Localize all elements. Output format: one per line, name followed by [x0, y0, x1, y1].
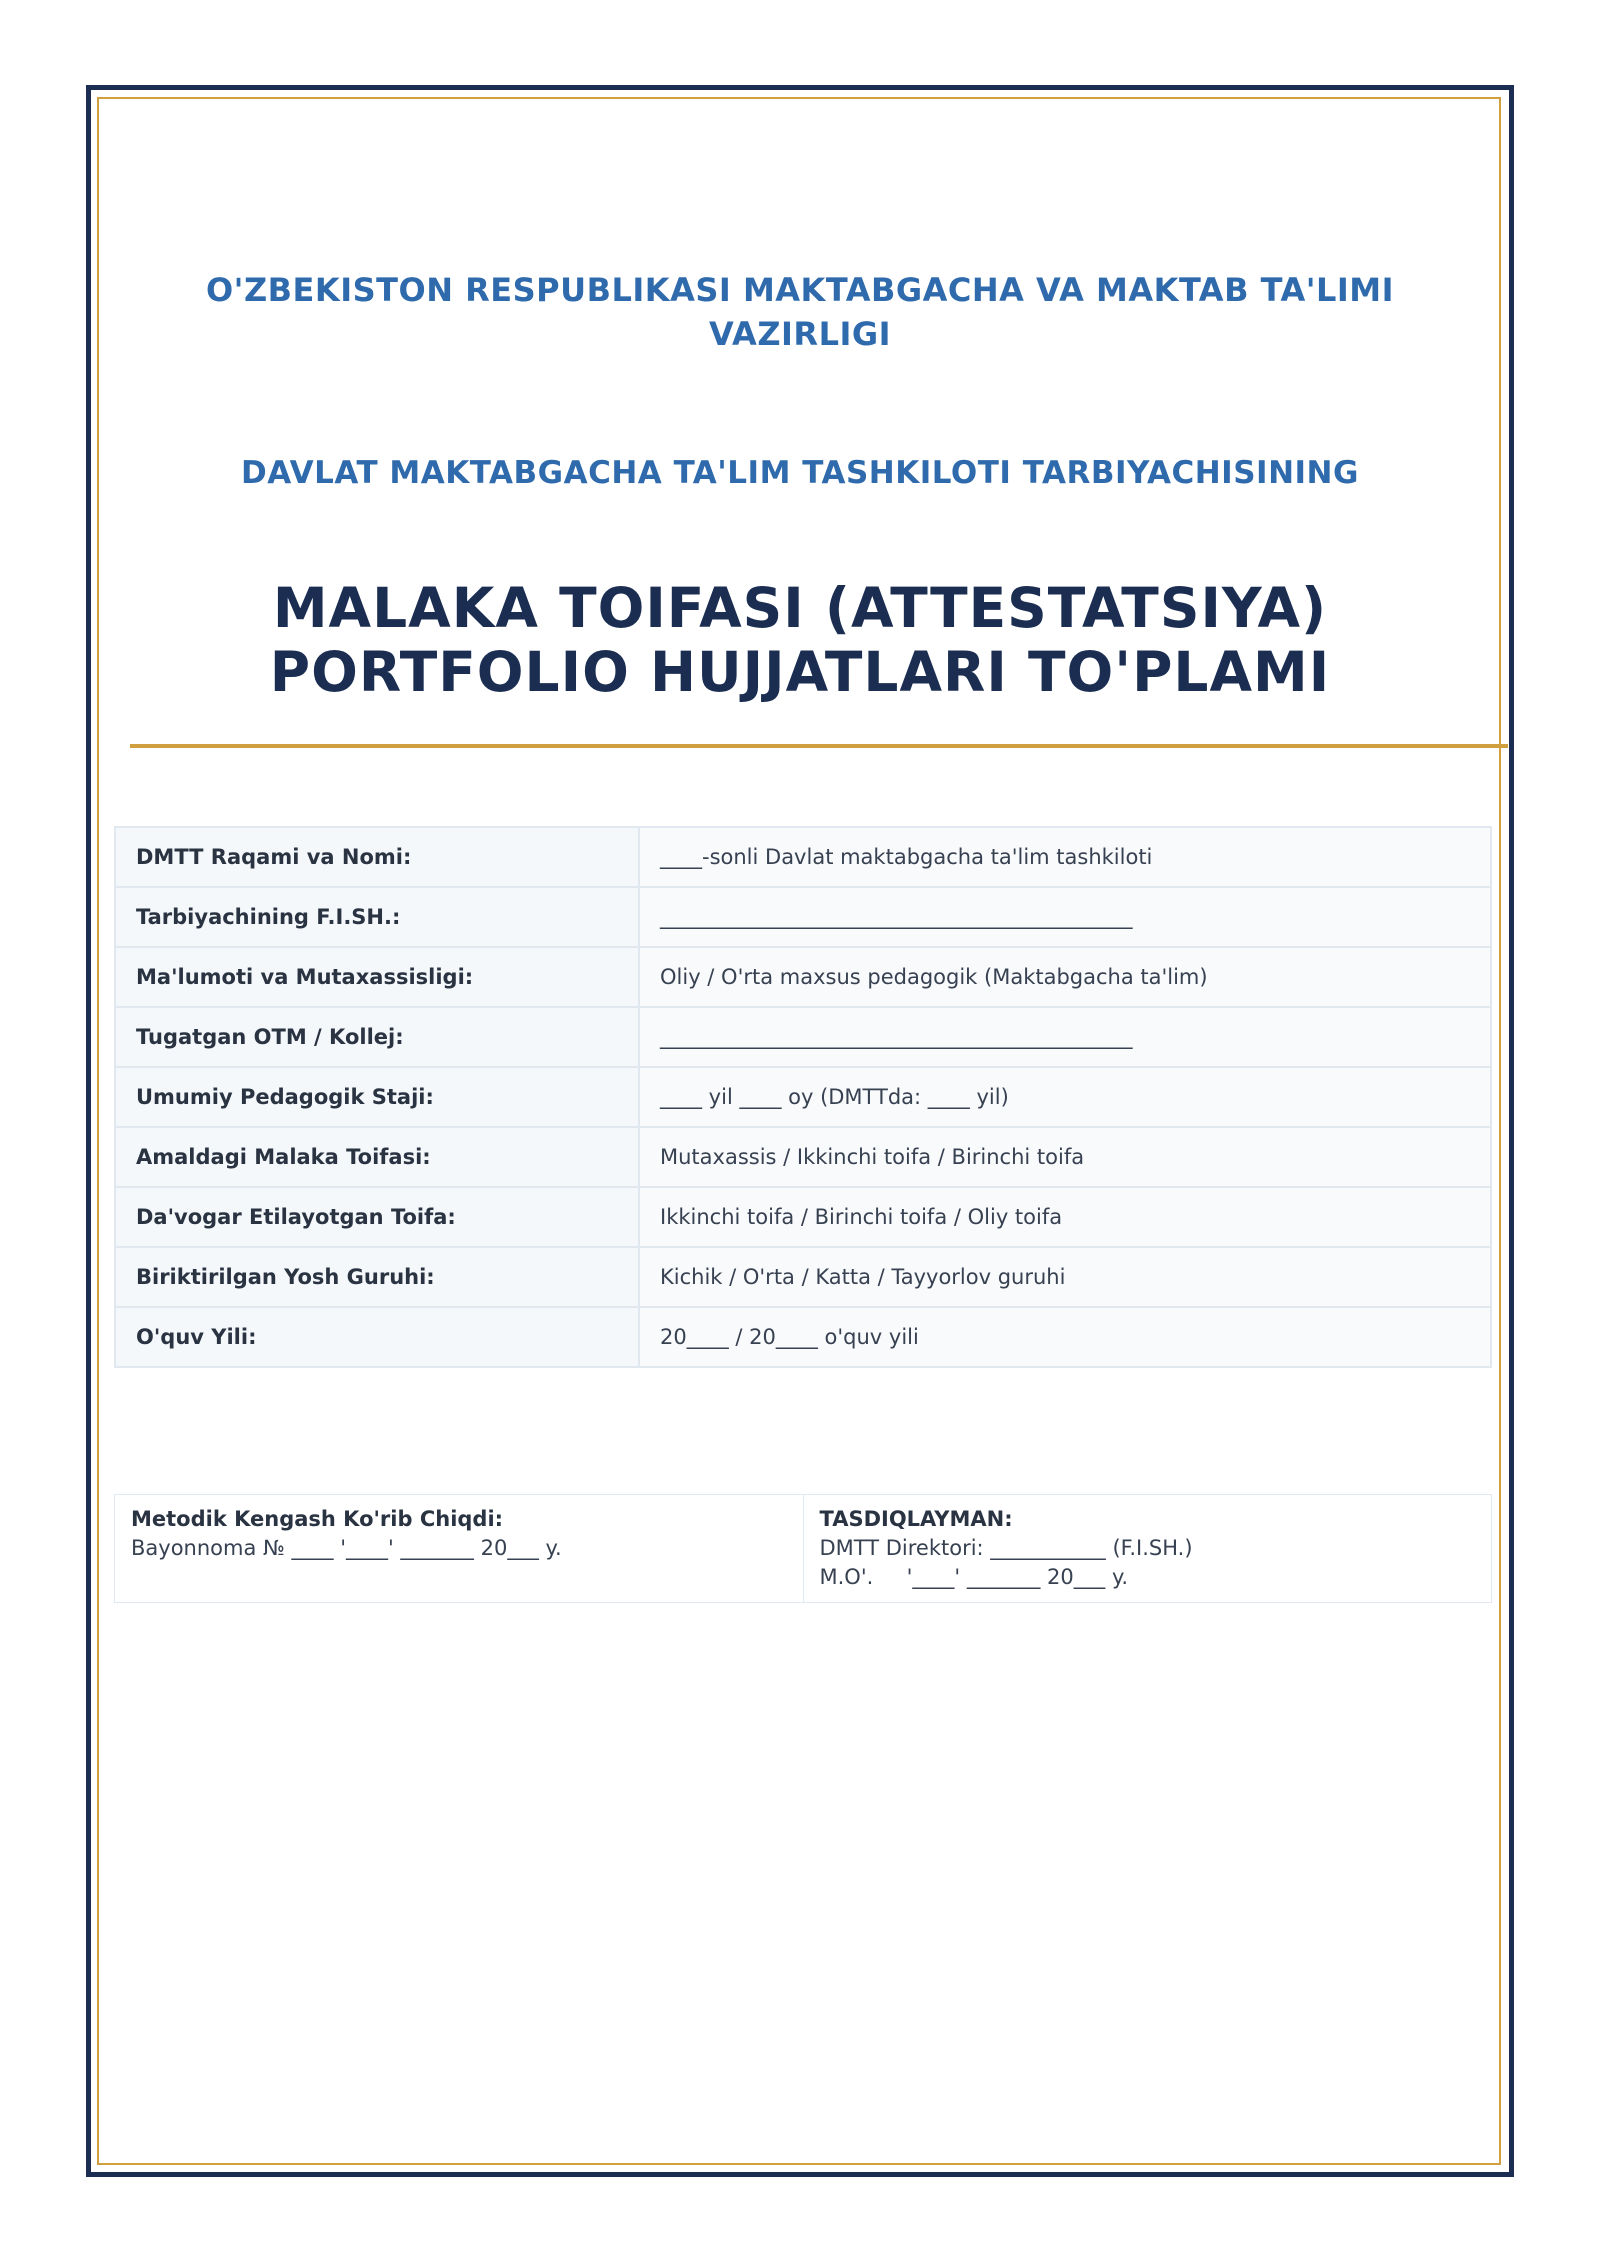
signature-row [115, 1495, 1492, 1603]
row-value: _____________________________________________ [639, 1007, 1491, 1067]
title-divider [130, 744, 1508, 748]
protocol-line: Bayonnoma № ____ '____' _______ 20___ y. [131, 1536, 562, 1560]
row-label: Biriktirilgan Yosh Guruhi: [115, 1247, 639, 1307]
row-label: Umumiy Pedagogik Staji: [115, 1067, 639, 1127]
row-label: Tugatgan OTM / Kollej: [115, 1007, 639, 1067]
row-value: Kichik / O'rta / Katta / Tayyorlov guruhi [639, 1247, 1491, 1307]
title-line-1: MALAKA TOIFASI (ATTESTATSIYA) [272, 576, 1328, 640]
approval-heading: TASDIQLAYMAN: [819, 1507, 1013, 1531]
stamp-date-line: M.O'. '____' _______ 20___ y. [819, 1565, 1129, 1589]
approval-block [803, 1495, 1492, 1603]
row-label: Tarbiyachining F.I.SH.: [115, 887, 639, 947]
row-label: O'quv Yili: [115, 1307, 639, 1367]
row-value: 20____ / 20____ o'quv yili [639, 1307, 1491, 1367]
table-row [115, 1247, 1491, 1307]
table-row [115, 887, 1491, 947]
row-label: Amaldagi Malaka Toifasi: [115, 1127, 639, 1187]
table-row [115, 1067, 1491, 1127]
director-line: DMTT Direktori: ___________ (F.I.SH.) [819, 1536, 1193, 1560]
document-title [150, 576, 1450, 704]
table-row [115, 1007, 1491, 1067]
table-row [115, 1307, 1491, 1367]
table-row [115, 947, 1491, 1007]
row-value: Ikkinchi toifa / Birinchi toifa / Oliy toifa [639, 1187, 1491, 1247]
row-label: Da'vogar Etilayotgan Toifa: [115, 1187, 639, 1247]
ministry-line-1: O'ZBEKISTON RESPUBLIKASI MAKTABGACHA VA MAKTAB TA'LIMI [205, 271, 1395, 309]
ministry-heading [150, 268, 1450, 356]
row-label: Ma'lumoti va Mutaxassisligi: [115, 947, 639, 1007]
row-value: ____ yil ____ oy (DMTTda: ____ yil) [639, 1067, 1491, 1127]
row-value: _____________________________________________ [639, 887, 1491, 947]
row-value: Oliy / O'rta maxsus pedagogik (Maktabgacha ta'lim) [639, 947, 1491, 1007]
title-line-2: PORTFOLIO HUJJATLARI TO'PLAMI [269, 640, 1331, 704]
document-subtitle: DAVLAT MAKTABGACHA TA'LIM TASHKILOTI TARBIYACHISINING [241, 455, 1359, 491]
row-label: DMTT Raqami va Nomi: [115, 827, 639, 887]
table-row [115, 1127, 1491, 1187]
row-value: ____-sonli Davlat maktabgacha ta'lim tashkiloti [639, 827, 1491, 887]
ministry-line-2: VAZIRLIGI [708, 315, 892, 353]
council-review-block [115, 1495, 804, 1603]
signature-table [114, 1494, 1492, 1603]
info-table [114, 826, 1492, 1368]
council-review-heading: Metodik Kengash Ko'rib Chiqdi: [131, 1507, 504, 1531]
table-row [115, 1187, 1491, 1247]
row-value: Mutaxassis / Ikkinchi toifa / Birinchi toifa [639, 1127, 1491, 1187]
table-row [115, 827, 1491, 887]
